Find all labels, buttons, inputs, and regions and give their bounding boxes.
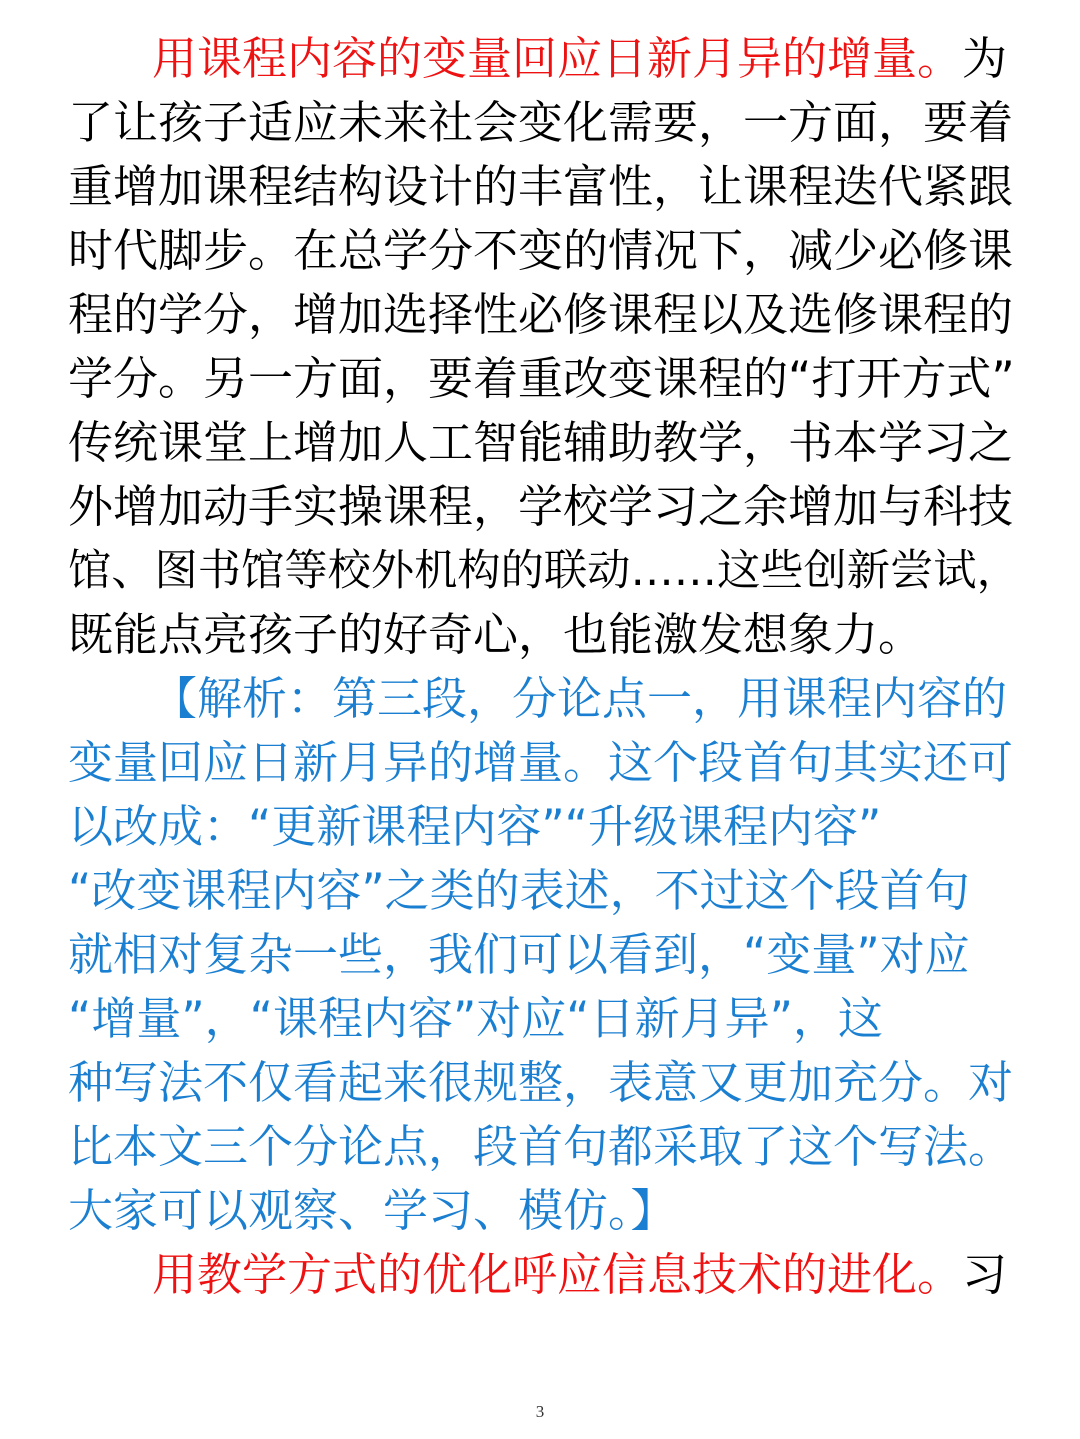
page-number: 3 [535,1402,545,1421]
paragraph-1-line: 重增加课程结构设计的丰富性，让课程迭代紧跟 [68,160,1014,213]
paragraph-1-line: 传统课堂上增加人工智能辅助教学，书本学习之 [68,416,1014,469]
analysis-line: 【解析：第三段，分论点一，用课程内容的 [152,672,1008,725]
paragraph-1-line: 既能点亮孩子的好奇心，也能激发想象力。 [68,608,924,661]
analysis-line: 大家可以观察、学习、模仿。】 [68,1184,676,1237]
analysis-line: “改变课程内容”之类的表述，不过这个段首句 [68,864,970,917]
paragraph-2-text: 习 [962,1248,1008,1301]
paragraph-1-line: 馆、图书馆等校外机构的联动……这些创新尝试， [68,546,1020,596]
paragraph-2-heading: 用教学方式的优化呼应信息技术的进化。 [152,1248,963,1301]
paragraph-1-line: 时代脚步。在总学分不变的情况下，减少必修课 [68,224,1014,277]
paragraph-1-first-line [152,27,1007,91]
analysis-line: 种写法不仅看起来很规整，表意又更加充分。对 [68,1056,1014,1109]
analysis-line: 就相对复杂一些，我们可以看到，“变量”对应 [68,928,970,981]
analysis-line: 变量回应日新月异的增量。这个段首句其实还可 [68,736,1014,789]
paragraph-1-line: 了让孩子适应未来社会变化需要，一方面，要着 [68,96,1014,149]
paragraph-1-line: 外增加动手实操课程，学校学习之余增加与科技 [68,480,1014,533]
paragraph-1-line: 程的学分，增加选择性必修课程以及选修课程的 [68,288,1014,341]
analysis-line: 以改成：“更新课程内容”“升级课程内容” [68,800,882,853]
analysis-line: 比本文三个分论点，段首句都采取了这个写法。 [68,1120,1014,1173]
paragraph-1-text: 为 [962,32,1008,85]
paragraph-1-heading: 用课程内容的变量回应日新月异的增量。 [152,32,963,85]
analysis-line: “增量”，“课程内容”对应“日新月异”，这 [68,992,883,1045]
paragraph-1-line: 学分。另一方面，要着重改变课程的“打开方式” [68,352,1015,405]
paragraph-2-first-line [152,1243,1007,1307]
